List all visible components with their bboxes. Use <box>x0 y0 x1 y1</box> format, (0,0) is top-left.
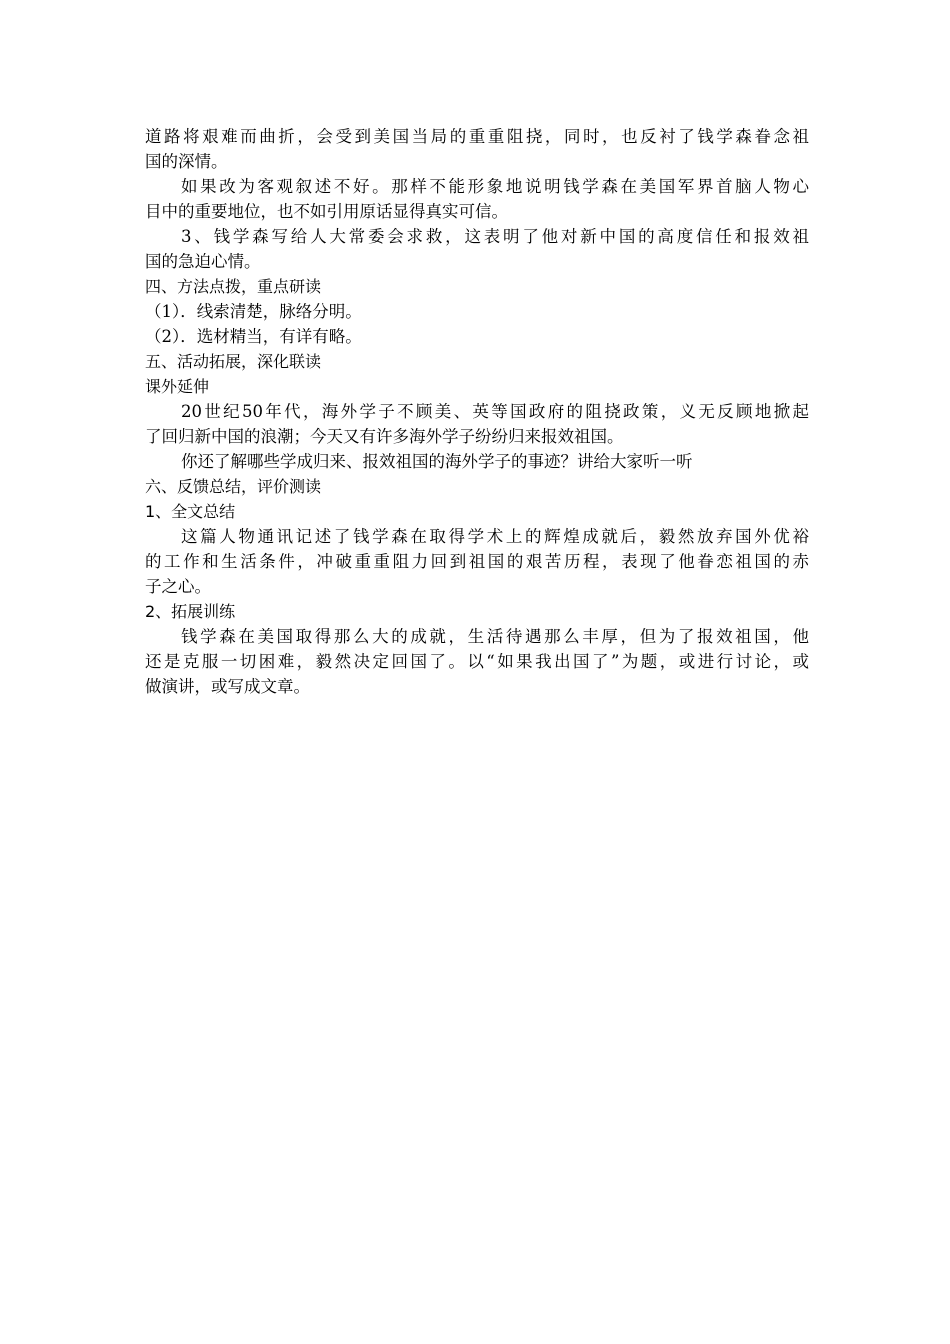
text-line: 目中的重要地位，也不如引用原话显得真实可信。 <box>145 202 508 221</box>
text-line: 的工作和生活条件，冲破重重阻力回到祖国的艰苦历程，表现了他眷恋祖国的赤 <box>145 552 809 571</box>
text-line: 钱学森在美国取得那么大的成就，生活待遇那么丰厚，但为了报效祖国，他 <box>181 627 809 646</box>
section-heading: 六、反馈总结，评价测读 <box>145 477 322 496</box>
text-line: 这篇人物通讯记述了钱学森在取得学术上的辉煌成就后，毅然放弃国外优裕 <box>181 527 809 546</box>
text-line: 了回归新中国的浪潮；今天又有许多海外学子纷纷归来报效祖国。 <box>145 427 624 446</box>
text-line: 你还了解哪些学成归来、报效祖国的海外学子的事迹？讲给大家听一听 <box>181 452 693 471</box>
subsection-heading: 1、全文总结 <box>145 502 236 521</box>
subsection-heading: 2、拓展训练 <box>145 602 236 621</box>
text-line: 20世纪50年代，海外学子不顾美、英等国政府的阻挠政策，义无反顾地掀起 <box>181 402 809 421</box>
list-item: （2）．选材精当，有详有略。 <box>145 327 362 346</box>
text-line: 道路将艰难而曲折，会受到美国当局的重重阻挠，同时，也反衬了钱学森眷念祖 <box>145 127 809 146</box>
section-heading: 四、方法点拨，重点研读 <box>145 277 322 296</box>
text-line: 如果改为客观叙述不好。那样不能形象地说明钱学森在美国军界首脑人物心 <box>181 177 809 196</box>
text-line: 国的急迫心情。 <box>145 252 261 271</box>
text-line: 3、钱学森写给人大常委会求救，这表明了他对新中国的高度信任和报效祖 <box>181 227 809 246</box>
text-line: 国的深情。 <box>145 152 228 171</box>
text-line: 子之心。 <box>145 577 211 596</box>
document-body <box>145 124 809 699</box>
section-heading: 五、活动拓展，深化联读 <box>145 352 322 371</box>
text-line: 做演讲，或写成文章。 <box>145 677 310 696</box>
subsection-heading: 课外延伸 <box>145 377 210 396</box>
text-line: 还是克服一切困难，毅然决定回国了。以“如果我出国了”为题，或进行讨论，或 <box>145 652 809 671</box>
list-item: （1）．线索清楚，脉络分明。 <box>145 302 362 321</box>
